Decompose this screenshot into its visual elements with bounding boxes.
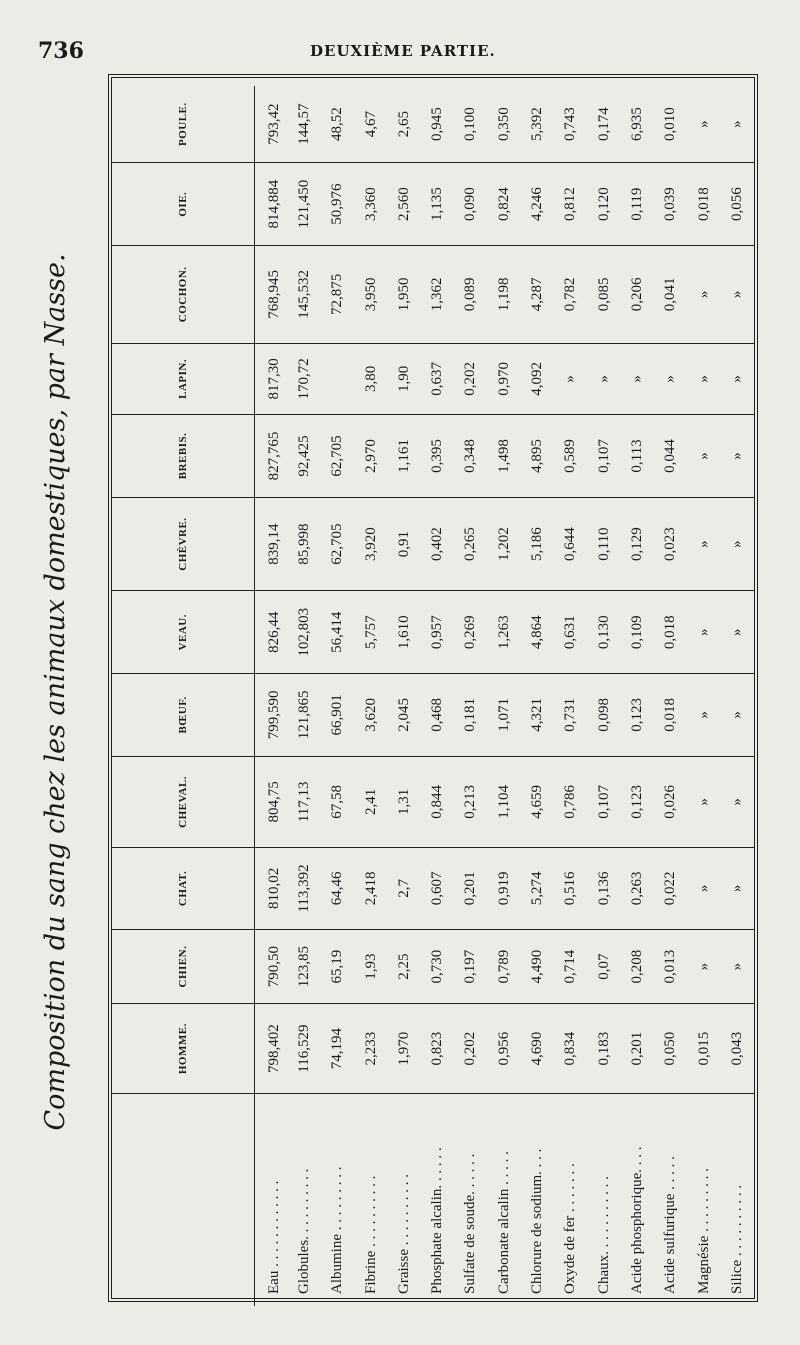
table-row xyxy=(388,86,421,1306)
table-frame xyxy=(40,74,758,1302)
table-cell: 4,246 xyxy=(521,163,554,246)
table-cell: 0,743 xyxy=(554,86,587,163)
table-row xyxy=(354,86,387,1306)
row-label: Magnésie . . . . . . . . . xyxy=(695,1168,712,1294)
table-cell: 0,731 xyxy=(554,674,587,757)
table-cell: 50,976 xyxy=(321,163,354,246)
table-cell: 0,919 xyxy=(488,848,521,930)
table-cell: 0,174 xyxy=(587,86,620,163)
table-cell: 0,107 xyxy=(587,415,620,498)
page-number: 736 xyxy=(38,38,84,64)
table-cell: 4,287 xyxy=(521,246,554,344)
table-cell: 0,589 xyxy=(554,415,587,498)
table-cell xyxy=(321,343,354,414)
table-cell: 1,071 xyxy=(488,674,521,757)
table-cell: 4,321 xyxy=(521,674,554,757)
table-row xyxy=(421,86,454,1306)
table-body xyxy=(255,86,755,1306)
table-row xyxy=(288,86,321,1306)
table-row xyxy=(488,86,521,1306)
table-cell: 0,782 xyxy=(554,246,587,344)
table-cell: 0,010 xyxy=(654,86,687,163)
table-cell: 4,690 xyxy=(521,1004,554,1094)
table-cell: 0,129 xyxy=(621,497,654,591)
table-cell: 0,07 xyxy=(587,929,620,1003)
table-cell: 3,920 xyxy=(354,497,387,591)
table-cell: 2,560 xyxy=(388,163,421,246)
table-cell: 3,360 xyxy=(354,163,387,246)
row-label: Phosphate alcalin. . . . . . xyxy=(429,1147,446,1294)
table-cell: 0,018 xyxy=(654,591,687,674)
table-cell: 0,050 xyxy=(654,1004,687,1094)
table-cell: 66,901 xyxy=(321,674,354,757)
table-cell: 0,644 xyxy=(554,497,587,591)
table-caption: Composition du sang chez les animaux domestiques, par Nasse. xyxy=(40,253,71,1131)
table-cell: 1,970 xyxy=(388,1004,421,1094)
table-column-header: CHAT. xyxy=(112,848,255,930)
table-row xyxy=(554,86,587,1306)
table-cell: 798,402 xyxy=(255,1004,288,1094)
table-cell: 0,201 xyxy=(454,848,487,930)
table-cell: 5,392 xyxy=(521,86,554,163)
table-cell: 0,085 xyxy=(587,246,620,344)
table-cell: 0,022 xyxy=(654,848,687,930)
table-column-header: CHÈVRE. xyxy=(112,497,255,591)
table-cell: 0,206 xyxy=(621,246,654,344)
table-row xyxy=(454,86,487,1306)
table-cell: 2,25 xyxy=(388,929,421,1003)
table-row xyxy=(721,86,754,1306)
table-cell: » xyxy=(721,674,754,757)
table-cell: 0,018 xyxy=(654,674,687,757)
table-cell: 0,013 xyxy=(654,929,687,1003)
table-cell: 0,263 xyxy=(621,848,654,930)
table-cell: 0,91 xyxy=(388,497,421,591)
table-cell: 810,02 xyxy=(255,848,288,930)
table-cell: » xyxy=(687,343,720,414)
table-cell: 4,490 xyxy=(521,929,554,1003)
table-cell: 0,844 xyxy=(421,756,454,847)
table-cell: 0,631 xyxy=(554,591,587,674)
table-cell: 5,757 xyxy=(354,591,387,674)
table-cell: 3,620 xyxy=(354,674,387,757)
table-cell: 3,950 xyxy=(354,246,387,344)
row-label: Oxyde de fer . . . . . . . xyxy=(562,1163,579,1294)
table-cell: 144,57 xyxy=(288,86,321,163)
table-cell: » xyxy=(621,343,654,414)
table-cell: 0,269 xyxy=(454,591,487,674)
table-cell: 123,85 xyxy=(288,929,321,1003)
table-cell: 4,864 xyxy=(521,591,554,674)
table-cell: 1,498 xyxy=(488,415,521,498)
table-cell: 0,123 xyxy=(621,756,654,847)
row-label: Fibrine . . . . . . . . . . xyxy=(362,1175,379,1294)
table-cell: 0,945 xyxy=(421,86,454,163)
table-cell: 0,730 xyxy=(421,929,454,1003)
table-cell: 4,67 xyxy=(354,86,387,163)
table-cell: 0,123 xyxy=(621,674,654,757)
table-cell: 0,516 xyxy=(554,848,587,930)
table-cell: 1,31 xyxy=(388,756,421,847)
table-cell: 0,120 xyxy=(587,163,620,246)
table-column-header: BŒUF. xyxy=(112,674,255,757)
table-cell: 4,092 xyxy=(521,343,554,414)
table-cell: 92,425 xyxy=(288,415,321,498)
table-cell: » xyxy=(721,497,754,591)
table-cell: 0,957 xyxy=(421,591,454,674)
table-cell: 793,42 xyxy=(255,86,288,163)
table-cell: » xyxy=(721,246,754,344)
table-cell: 65,19 xyxy=(321,929,354,1003)
table-cell: 116,529 xyxy=(288,1004,321,1094)
table-column-header: POULE. xyxy=(112,86,255,163)
row-label: Chaux. . . . . . . . . . . xyxy=(595,1176,612,1294)
table-cell: 62,705 xyxy=(321,415,354,498)
table-cell: 0,136 xyxy=(587,848,620,930)
table-row xyxy=(687,86,720,1306)
table-cell: 4,895 xyxy=(521,415,554,498)
table-column-header: CHEVAL. xyxy=(112,756,255,847)
table-cell: 0,202 xyxy=(454,1004,487,1094)
blood-composition-table xyxy=(112,86,754,1306)
table-cell: 827,765 xyxy=(255,415,288,498)
table-cell: 121,450 xyxy=(288,163,321,246)
table-header-row xyxy=(112,86,255,1306)
table-cell: » xyxy=(721,86,754,163)
table-cell: 2,418 xyxy=(354,848,387,930)
table-row xyxy=(255,86,288,1306)
table-cell: 0,637 xyxy=(421,343,454,414)
table-cell: 0,041 xyxy=(654,246,687,344)
table-cell: 0,119 xyxy=(621,163,654,246)
table-cell: 1,610 xyxy=(388,591,421,674)
row-label: Carbonate alcalin . . . . . xyxy=(495,1151,512,1294)
table-cell: 0,044 xyxy=(654,415,687,498)
table-cell: 0,824 xyxy=(488,163,521,246)
table-cell: 768,945 xyxy=(255,246,288,344)
table-cell: 826,44 xyxy=(255,591,288,674)
table-cell: » xyxy=(687,497,720,591)
table-cell: 0,970 xyxy=(488,343,521,414)
table-header-label-column xyxy=(112,1094,255,1307)
table-cell: 0,468 xyxy=(421,674,454,757)
table-cell: 1,263 xyxy=(488,591,521,674)
table-cell: » xyxy=(687,591,720,674)
table-cell: 121,865 xyxy=(288,674,321,757)
table-cell: 67,58 xyxy=(321,756,354,847)
table-cell: 0,202 xyxy=(454,343,487,414)
table-cell: 72,875 xyxy=(321,246,354,344)
table-cell: » xyxy=(721,343,754,414)
table-cell: 0,265 xyxy=(454,497,487,591)
table-cell: » xyxy=(721,848,754,930)
row-label: Chlorure de sodium. . . . xyxy=(529,1148,546,1294)
table-cell: 85,998 xyxy=(288,497,321,591)
table-cell: 0,039 xyxy=(654,163,687,246)
table-cell: 74,194 xyxy=(321,1004,354,1094)
table-cell: 0,089 xyxy=(454,246,487,344)
table-cell: 0,181 xyxy=(454,674,487,757)
table-cell: 102,803 xyxy=(288,591,321,674)
table-cell: 0,107 xyxy=(587,756,620,847)
table-cell: 804,75 xyxy=(255,756,288,847)
row-label: Silice . . . . . . . . . . xyxy=(728,1184,745,1294)
table-cell: 6,935 xyxy=(621,86,654,163)
table-cell: » xyxy=(687,929,720,1003)
table-cell: » xyxy=(721,929,754,1003)
table-cell: 1,198 xyxy=(488,246,521,344)
table-column-header: VEAU. xyxy=(112,591,255,674)
table-cell: 64,46 xyxy=(321,848,354,930)
table-cell: 0,197 xyxy=(454,929,487,1003)
table-cell: 2,045 xyxy=(388,674,421,757)
table-cell: 0,348 xyxy=(454,415,487,498)
table-cell: 0,026 xyxy=(654,756,687,847)
table-row xyxy=(621,86,654,1306)
row-label: Acide sulfurique . . . . . xyxy=(662,1156,679,1294)
table-cell: 790,50 xyxy=(255,929,288,1003)
table-column-header: HOMME. xyxy=(112,1004,255,1094)
table-cell: 0,130 xyxy=(587,591,620,674)
table-cell: 2,970 xyxy=(354,415,387,498)
table-cell: 839,14 xyxy=(255,497,288,591)
table-cell: 1,104 xyxy=(488,756,521,847)
row-label: Sulfate de soude. . . . . . xyxy=(462,1153,479,1294)
table-cell: 0,110 xyxy=(587,497,620,591)
table-cell: 1,202 xyxy=(488,497,521,591)
table-column-header: OIE. xyxy=(112,163,255,246)
table-cell: 0,213 xyxy=(454,756,487,847)
table-cell: 0,402 xyxy=(421,497,454,591)
table-cell: » xyxy=(687,415,720,498)
table-cell: 0,812 xyxy=(554,163,587,246)
table-cell: 3,80 xyxy=(354,343,387,414)
table-column-header: CHIEN. xyxy=(112,929,255,1003)
table-cell: » xyxy=(721,591,754,674)
table-cell: 5,274 xyxy=(521,848,554,930)
table-cell: » xyxy=(687,756,720,847)
table-cell: 2,65 xyxy=(388,86,421,163)
table-cell: 0,607 xyxy=(421,848,454,930)
table-cell: » xyxy=(687,674,720,757)
table-cell: 1,135 xyxy=(421,163,454,246)
row-label: Globules. . . . . . . . . . xyxy=(295,1168,312,1294)
table-cell: » xyxy=(721,415,754,498)
table-cell: » xyxy=(721,756,754,847)
table-cell: 1,161 xyxy=(388,415,421,498)
table-cell: 1,90 xyxy=(388,343,421,414)
table-cell: » xyxy=(687,86,720,163)
row-label: Eau . . . . . . . . . . . . xyxy=(265,1180,282,1294)
table-cell: 2,233 xyxy=(354,1004,387,1094)
rotated-table-container xyxy=(40,78,762,1306)
table-cell: 1,93 xyxy=(354,929,387,1003)
table-cell: 62,705 xyxy=(321,497,354,591)
table-cell: 817,30 xyxy=(255,343,288,414)
table-cell: 2,41 xyxy=(354,756,387,847)
table-cell: » xyxy=(654,343,687,414)
table-column-header: COCHON. xyxy=(112,246,255,344)
table-cell: 0,183 xyxy=(587,1004,620,1094)
table-cell: 0,823 xyxy=(421,1004,454,1094)
row-label: Graisse . . . . . . . . . . xyxy=(395,1174,412,1294)
table-cell: 117,13 xyxy=(288,756,321,847)
table-row xyxy=(521,86,554,1306)
table-cell: 1,362 xyxy=(421,246,454,344)
table-cell: 0,789 xyxy=(488,929,521,1003)
table-cell: 0,018 xyxy=(687,163,720,246)
table-cell: 0,208 xyxy=(621,929,654,1003)
table-cell: » xyxy=(687,246,720,344)
table-column-header: BREBIS. xyxy=(112,415,255,498)
table-cell: 0,201 xyxy=(621,1004,654,1094)
row-label: Acide phosphorique. . . . xyxy=(628,1146,645,1294)
table-cell: 0,113 xyxy=(621,415,654,498)
table-cell: 0,015 xyxy=(687,1004,720,1094)
table-cell: 2,7 xyxy=(388,848,421,930)
table-cell: 1,950 xyxy=(388,246,421,344)
table-cell: 0,043 xyxy=(721,1004,754,1094)
table-row xyxy=(654,86,687,1306)
table-cell: 56,414 xyxy=(321,591,354,674)
table-cell: 0,090 xyxy=(454,163,487,246)
table-cell: 799,590 xyxy=(255,674,288,757)
table-cell: 113,392 xyxy=(288,848,321,930)
table-cell: 0,023 xyxy=(654,497,687,591)
table-cell: 5,186 xyxy=(521,497,554,591)
table-row xyxy=(587,86,620,1306)
table-row xyxy=(321,86,354,1306)
table-cell: » xyxy=(587,343,620,414)
table-cell: 0,098 xyxy=(587,674,620,757)
table-cell: 814,884 xyxy=(255,163,288,246)
running-head: DEUXIÈME PARTIE. xyxy=(310,42,496,60)
table-cell: 145,532 xyxy=(288,246,321,344)
table-cell: 0,956 xyxy=(488,1004,521,1094)
table-cell: 170,72 xyxy=(288,343,321,414)
row-label: Albumine . . . . . . . . . xyxy=(329,1166,346,1294)
table-cell: 0,714 xyxy=(554,929,587,1003)
table-cell: 0,786 xyxy=(554,756,587,847)
table-cell: 0,834 xyxy=(554,1004,587,1094)
table-column-header: LAPIN. xyxy=(112,343,255,414)
table-cell: 4,659 xyxy=(521,756,554,847)
table-cell: 0,395 xyxy=(421,415,454,498)
table-cell: 0,100 xyxy=(454,86,487,163)
table-cell: 0,109 xyxy=(621,591,654,674)
table-cell: » xyxy=(554,343,587,414)
table-cell: 0,056 xyxy=(721,163,754,246)
table-cell: 0,350 xyxy=(488,86,521,163)
table-cell: » xyxy=(687,848,720,930)
table-cell: 48,52 xyxy=(321,86,354,163)
